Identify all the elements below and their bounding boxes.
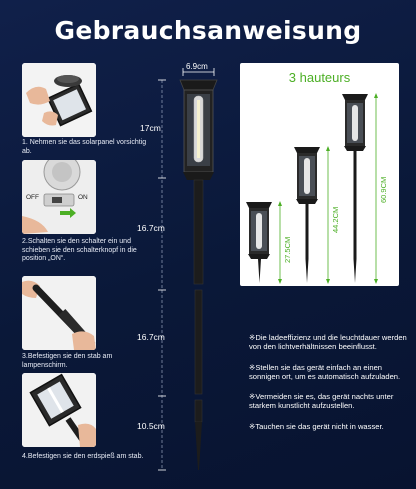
note-item: ※Vermeiden sie es, das gerät nachts unter starkem kunstlicht aufzustellen.: [249, 392, 394, 411]
page-title: Gebrauchsanweisung: [54, 16, 362, 45]
notes-list: [249, 333, 409, 442]
height-label-2: 44.2CM: [331, 206, 340, 233]
step-1-text: 1. Nehmen sie das solarpanel vorsichtig ab.: [22, 139, 147, 155]
segment-label-3: 16.7cm: [137, 332, 165, 342]
segment-label-1: 17cm: [140, 123, 161, 133]
height-label-3: 60.9CM: [379, 176, 388, 203]
heights-title: 3 hauteurs: [288, 70, 351, 85]
note-item: ※Tauchen sie das gerät nicht in wasser.: [249, 421, 384, 431]
width-dimension-label: 6.9cm: [186, 62, 208, 71]
segment-label-2: 16.7cm: [137, 223, 165, 233]
step-4-image: [22, 373, 96, 447]
off-label: OFF: [26, 194, 39, 201]
step-3-image: [22, 276, 96, 350]
lamp-diagram: [150, 58, 240, 483]
step-2-text: 2.Schalten sie den schalter ein und schieben sie den schalterknopf in die position „ON“.: [22, 238, 137, 262]
step-3-text: 3.Befestigen sie den stab am lampenschirm.: [22, 353, 113, 369]
step-1-image: [22, 63, 96, 137]
height-label-1: 27.5CM: [283, 236, 292, 263]
on-label: ON: [78, 194, 88, 201]
heights-panel: [240, 63, 399, 286]
segment-label-4: 10.5cm: [137, 421, 165, 431]
step-2-image: [22, 160, 96, 234]
heights-lamps-diagram: [240, 63, 399, 286]
note-item: ※Die ladeeffizienz und die leuchtdauer werden von den lichtverhältnissen beeinflusst.: [249, 333, 407, 352]
note-item: ※Stellen sie das gerät einfach an einen sonnigen ort, um es automatisch aufzuladen.: [249, 362, 401, 381]
step-4-text: 4.Befestigen sie den erdspieß am stab.: [22, 453, 144, 460]
